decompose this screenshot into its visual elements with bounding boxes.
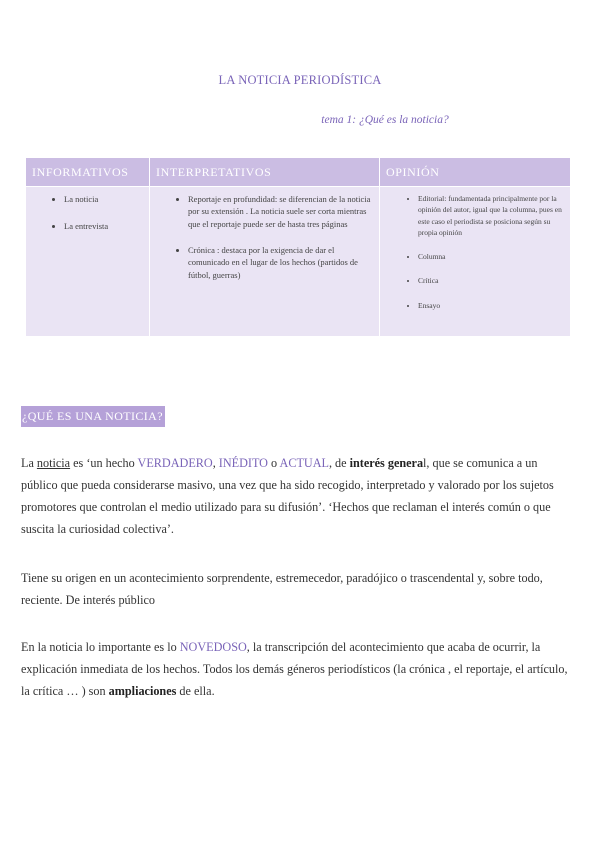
- text: ,: [212, 456, 219, 470]
- list-item: • Crónica : destaca por la exigencia de dar el comunicado en el lugar de los hechos (partidos de fútbol, guerras): [188, 244, 373, 281]
- list-item: • Reportaje en profundidad: se diferencian de la noticia por su extensión . La noticia suele ser corta mientras que el reportaje puede ser de hasta tres páginas: [188, 193, 373, 230]
- opinion-cell: [380, 187, 571, 337]
- text: l, que se comunica a un público que pueda considerarse masivo, una vez que ha sido recogido, interpretado y valorado por los sujetos promotores que controlan el medio utilizado para su difusión’. ‘Hechos que reclaman el interés común o que suscita la curiosidad colectiva’.: [21, 456, 554, 536]
- list-item: • Columna: [418, 251, 564, 262]
- text: La: [21, 456, 37, 470]
- keyword-actual: ACTUAL: [279, 456, 329, 470]
- text: , de: [328, 456, 350, 470]
- interpretativos-cell: [150, 187, 380, 337]
- column-header-interpretativos: INTERPRETATIVOS: [150, 158, 380, 187]
- text: En la noticia lo importante es lo: [21, 640, 180, 654]
- list-item: • Editorial: fundamentada principalmente por la opinión del autor, igual que la columna, pues en este caso el periodista se posiciona según su propia opinión: [418, 193, 564, 238]
- list-item: • La noticia: [64, 193, 143, 205]
- page-title: LA NOTICIA PERIODÍSTICA: [218, 73, 382, 87]
- list-item: • La entrevista: [64, 220, 143, 232]
- page-subtitle: tema 1: ¿Qué es la noticia?: [321, 114, 449, 126]
- definition-paragraph: [21, 452, 571, 540]
- origin-paragraph: Tiene su origen en un acontecimiento sorprendente, estremecedor, paradójico o trascendental y, sobre todo, reciente. De interés público: [21, 571, 543, 607]
- text: es ‘un hecho: [70, 456, 138, 470]
- keyword-interes-general: interés genera: [349, 456, 424, 470]
- table-header-row: [26, 158, 571, 187]
- keyword-verdadero: VERDADERO: [137, 456, 213, 470]
- text: , la transcripción del acontecimiento que acaba de ocurrir, la explicación inmediata de los hechos. Todos los demás géneros periodísticos (la crónica , el reportaje, el artículo, la crítica … ) son: [21, 640, 568, 698]
- table-row: [26, 187, 571, 337]
- genres-table: [25, 157, 571, 337]
- informativos-cell: [26, 187, 150, 337]
- keyword-ampliaciones: ampliaciones: [108, 684, 177, 698]
- section-heading: ¿QUÉ ES UNA NOTICIA?: [21, 406, 165, 427]
- column-header-opinion: OPINIÓN: [380, 158, 571, 187]
- keyword-novedoso: NOVEDOSO: [179, 640, 247, 654]
- opinion-list: [380, 193, 564, 311]
- noticia-term: noticia: [36, 456, 71, 470]
- list-item: • Ensayo: [418, 300, 564, 311]
- interpretativos-list: [150, 193, 373, 281]
- text: de ella.: [176, 684, 215, 698]
- text: o: [268, 456, 280, 470]
- keyword-inedito: INÉDITO: [218, 456, 268, 470]
- column-header-informativos: INFORMATIVOS: [26, 158, 150, 187]
- informativos-list: [26, 193, 143, 233]
- list-item: • Crítica: [418, 275, 564, 286]
- novelty-paragraph: [21, 636, 571, 702]
